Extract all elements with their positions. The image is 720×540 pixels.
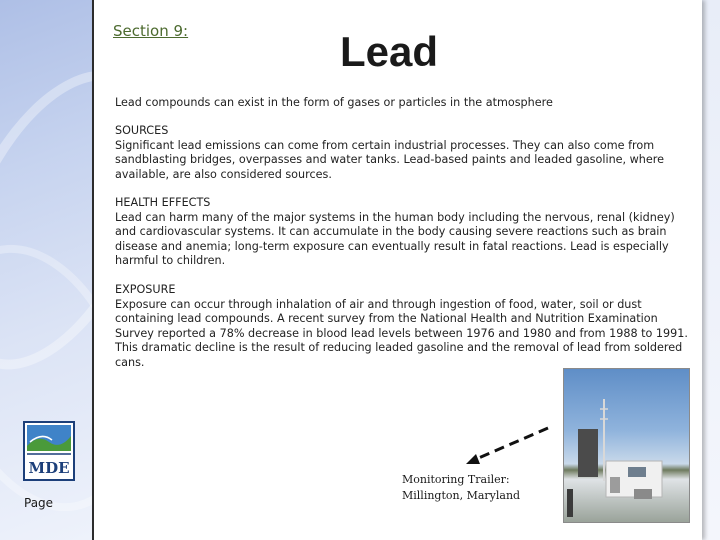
monitoring-trailer-photo — [563, 368, 690, 523]
health-effects-text: Lead can harm many of the major systems in the human body including the nervous, renal (kidney) and cardiovascular systems. It can accumulate in the body causing severe reactions such as brain disease and anemia; long-term exposure can eventually result in fatal reactions. Lead is especially harmful to children. — [115, 210, 675, 268]
photo-caption — [402, 472, 520, 504]
intro-text: Lead compounds can exist in the form of gases or particles in the atmosphere — [115, 96, 553, 109]
monitoring-trailer-illustration — [564, 369, 689, 522]
sources-heading: SOURCES — [115, 124, 169, 137]
mde-logo-icon — [22, 420, 76, 482]
exposure-heading: EXPOSURE — [115, 283, 176, 296]
sources-block — [115, 124, 695, 182]
right-edge-background — [700, 0, 720, 540]
health-effects-block — [115, 196, 695, 269]
pointer-arrow-icon — [460, 420, 560, 470]
health-effects-heading: HEALTH EFFECTS — [115, 196, 211, 209]
page-title: Lead — [340, 28, 439, 75]
exposure-text: Exposure can occur through inhalation of air and through ingestion of food, water, soil or dust containing lead compounds. A recent survey from the National Health and Nutrition Examination Survey reported a 78% decrease in blood lead levels between 1976 and 1980 and from 1988 to 1991. This dramatic decline is the result of reducing leaded gasoline and the removal of lead from soldered cans. — [115, 297, 688, 369]
sources-text: Significant lead emissions can come from certain industrial processes. They can also come from sandblasting bridges, overpasses and water tanks. Lead-based paints and leaded gasoline, where available, are also considered sources. — [115, 138, 665, 181]
page-label: Page — [24, 496, 54, 510]
section-label: Section 9: — [113, 22, 189, 40]
exposure-block — [115, 283, 695, 371]
photo-caption-line2: Millington, Maryland — [402, 489, 521, 502]
logo-text: MDE — [28, 459, 70, 477]
photo-caption-line1: Monitoring Trailer: — [402, 473, 510, 486]
